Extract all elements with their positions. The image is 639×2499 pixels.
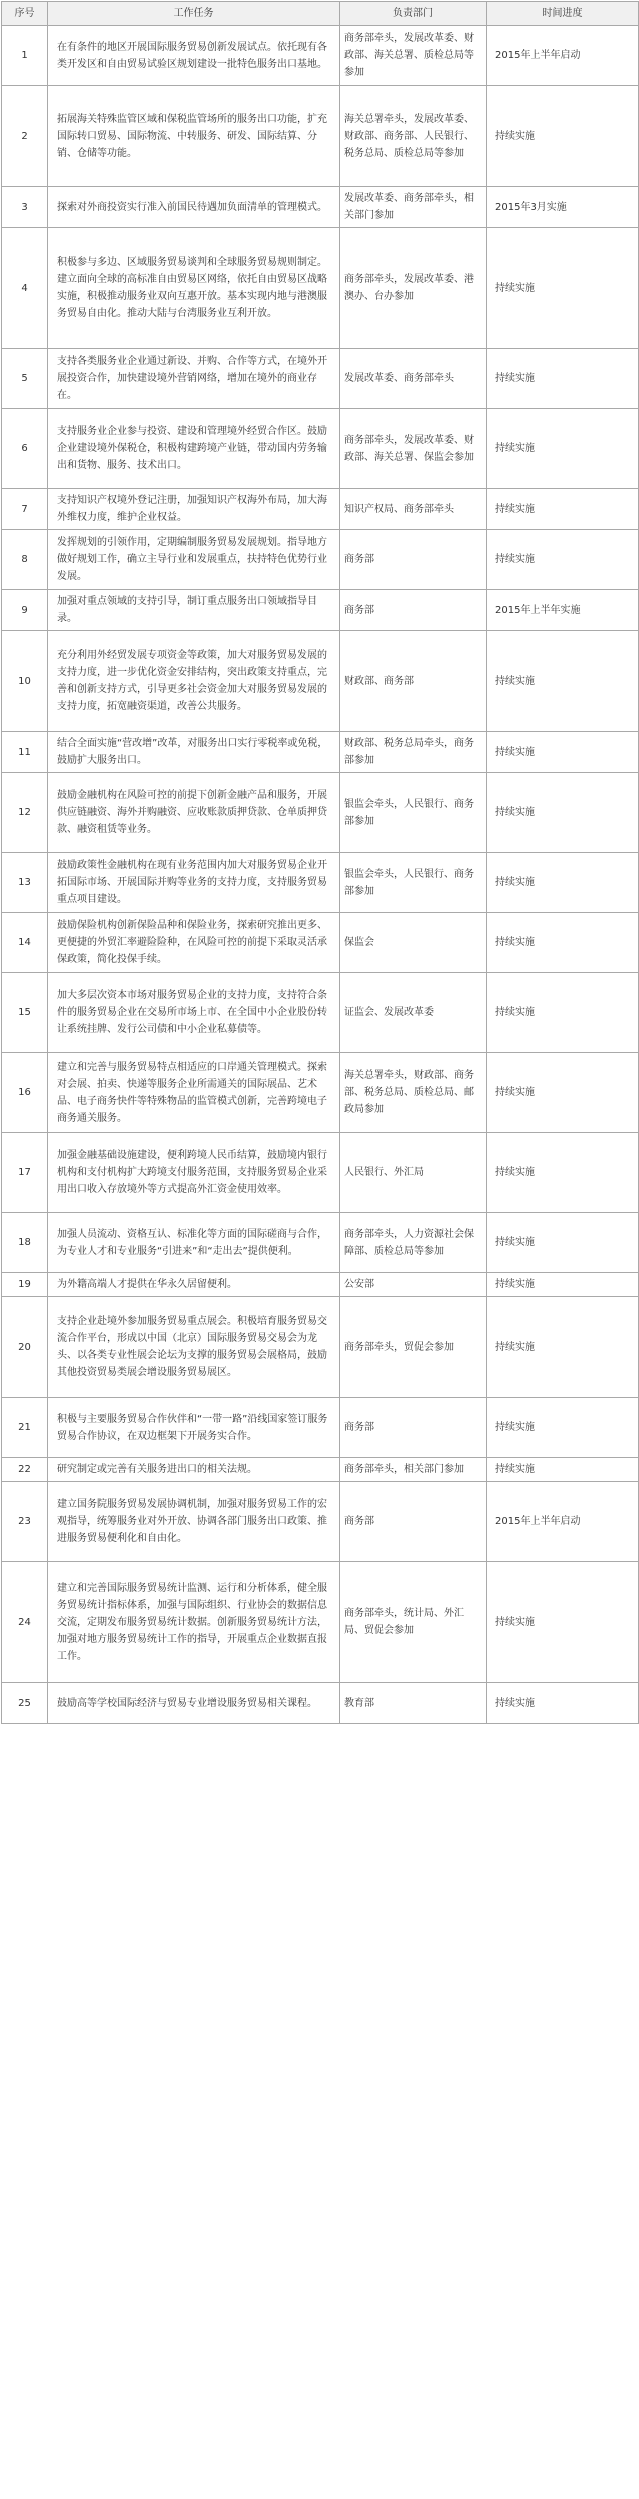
row-seq: 5 — [2, 349, 48, 409]
row-time: 持续实施 — [487, 530, 639, 590]
row-dept: 知识产权局、商务部牵头 — [340, 489, 487, 530]
task-table — [1, 1, 639, 1724]
row-seq: 12 — [2, 773, 48, 853]
row-time: 持续实施 — [487, 1683, 639, 1724]
row-time: 持续实施 — [487, 228, 639, 349]
row-time: 持续实施 — [487, 489, 639, 530]
row-seq: 2 — [2, 86, 48, 187]
row-seq: 15 — [2, 973, 48, 1053]
row-dept: 财政部、税务总局牵头，商务部参加 — [340, 732, 487, 773]
table-row — [2, 1213, 639, 1273]
row-time: 持续实施 — [487, 86, 639, 187]
row-dept: 商务部牵头，统计局、外汇局、贸促会参加 — [340, 1562, 487, 1683]
row-task: 为外籍高端人才提供在华永久居留便利。 — [48, 1273, 340, 1297]
row-task: 支持服务业企业参与投资、建设和管理境外经贸合作区。鼓励企业建设境外保税仓，积极构建跨境产业链，带动国内劳务输出和货物、服务、技术出口。 — [48, 409, 340, 489]
row-task: 加强金融基础设施建设，便利跨境人民币结算，鼓励境内银行机构和支付机构扩大跨境支付服务范围，支持服务贸易企业采用出口收入存放境外等方式提高外汇资金使用效率。 — [48, 1133, 340, 1213]
table-row — [2, 1297, 639, 1398]
row-seq: 20 — [2, 1297, 48, 1398]
row-seq: 18 — [2, 1213, 48, 1273]
row-time: 2015年上半年启动 — [487, 1482, 639, 1562]
row-dept: 银监会牵头，人民银行、商务部参加 — [340, 853, 487, 913]
row-dept: 商务部牵头，贸促会参加 — [340, 1297, 487, 1398]
row-seq: 14 — [2, 913, 48, 973]
table-row — [2, 1398, 639, 1458]
row-time: 2015年上半年启动 — [487, 26, 639, 86]
row-seq: 13 — [2, 853, 48, 913]
row-seq: 8 — [2, 530, 48, 590]
row-dept: 商务部牵头，相关部门参加 — [340, 1458, 487, 1482]
header-seq: 序号 — [2, 2, 48, 26]
table-row — [2, 1133, 639, 1213]
row-time: 持续实施 — [487, 853, 639, 913]
row-time: 持续实施 — [487, 1133, 639, 1213]
row-task: 加强人员流动、资格互认、标准化等方面的国际磋商与合作，为专业人才和专业服务“引进来”和“走出去”提供便利。 — [48, 1213, 340, 1273]
row-time: 持续实施 — [487, 1053, 639, 1133]
row-time: 持续实施 — [487, 1273, 639, 1297]
row-seq: 3 — [2, 187, 48, 228]
row-dept: 发展改革委、商务部牵头，相关部门参加 — [340, 187, 487, 228]
row-seq: 1 — [2, 26, 48, 86]
row-seq: 7 — [2, 489, 48, 530]
header-dept: 负责部门 — [340, 2, 487, 26]
row-dept: 银监会牵头，人民银行、商务部参加 — [340, 773, 487, 853]
table-row — [2, 732, 639, 773]
row-time: 2015年3月实施 — [487, 187, 639, 228]
table-row — [2, 26, 639, 86]
row-task: 结合全面实施“营改增”改革，对服务出口实行零税率或免税，鼓励扩大服务出口。 — [48, 732, 340, 773]
table-row — [2, 530, 639, 590]
row-time: 持续实施 — [487, 1297, 639, 1398]
row-seq: 17 — [2, 1133, 48, 1213]
table-row — [2, 773, 639, 853]
table-row — [2, 590, 639, 631]
row-dept: 商务部牵头，发展改革委、港澳办、台办参加 — [340, 228, 487, 349]
row-seq: 11 — [2, 732, 48, 773]
row-task: 鼓励金融机构在风险可控的前提下创新金融产品和服务，开展供应链融资、海外并购融资、应收账款质押贷款、仓单质押贷款、融资租赁等业务。 — [48, 773, 340, 853]
row-task: 支持企业赴境外参加服务贸易重点展会。积极培育服务贸易交流合作平台，形成以中国（北京）国际服务贸易交易会为龙头、以各类专业性展会论坛为支撑的服务贸易会展格局，鼓励其他投资贸易类展会增设服务贸易展区。 — [48, 1297, 340, 1398]
table-row — [2, 187, 639, 228]
table-row — [2, 228, 639, 349]
row-time: 持续实施 — [487, 1213, 639, 1273]
row-task: 鼓励高等学校国际经济与贸易专业增设服务贸易相关课程。 — [48, 1683, 340, 1724]
row-task: 支持各类服务业企业通过新设、并购、合作等方式，在境外开展投资合作，加快建设境外营销网络，增加在境外的商业存在。 — [48, 349, 340, 409]
row-task: 建立和完善与服务贸易特点相适应的口岸通关管理模式。探索对会展、拍卖、快递等服务企业所需通关的国际展品、艺术品、电子商务快件等特殊物品的监管模式创新，完善跨境电子商务通关服务。 — [48, 1053, 340, 1133]
row-time: 持续实施 — [487, 1458, 639, 1482]
row-task: 拓展海关特殊监管区域和保税监管场所的服务出口功能，扩充国际转口贸易、国际物流、中转服务、研发、国际结算、分销、仓储等功能。 — [48, 86, 340, 187]
row-seq: 19 — [2, 1273, 48, 1297]
row-task: 建立国务院服务贸易发展协调机制，加强对服务贸易工作的宏观指导，统筹服务业对外开放、协调各部门服务出口政策、推进服务贸易便利化和自由化。 — [48, 1482, 340, 1562]
table-row — [2, 913, 639, 973]
row-task: 在有条件的地区开展国际服务贸易创新发展试点。依托现有各类开发区和自由贸易试验区规划建设一批特色服务出口基地。 — [48, 26, 340, 86]
table-row — [2, 489, 639, 530]
row-dept: 商务部牵头，发展改革委、财政部、海关总署、保监会参加 — [340, 409, 487, 489]
row-task: 支持知识产权境外登记注册，加强知识产权海外布局，加大海外维权力度，维护企业权益。 — [48, 489, 340, 530]
header-task: 工作任务 — [48, 2, 340, 26]
row-dept: 商务部牵头，发展改革委、财政部、海关总署、质检总局等参加 — [340, 26, 487, 86]
row-seq: 25 — [2, 1683, 48, 1724]
table-row — [2, 1683, 639, 1724]
header-time: 时间进度 — [487, 2, 639, 26]
row-seq: 23 — [2, 1482, 48, 1562]
row-dept: 海关总署牵头，财政部、商务部、税务总局、质检总局、邮政局参加 — [340, 1053, 487, 1133]
row-task: 加大多层次资本市场对服务贸易企业的支持力度，支持符合条件的服务贸易企业在交易所市场上市、在全国中小企业股份转让系统挂牌、发行公司债和中小企业私募债等。 — [48, 973, 340, 1053]
row-time: 持续实施 — [487, 631, 639, 732]
row-time: 持续实施 — [487, 409, 639, 489]
row-dept: 商务部 — [340, 530, 487, 590]
row-time: 持续实施 — [487, 349, 639, 409]
row-seq: 10 — [2, 631, 48, 732]
table-row — [2, 631, 639, 732]
table-row — [2, 86, 639, 187]
table-row — [2, 973, 639, 1053]
table-row — [2, 1482, 639, 1562]
row-time: 持续实施 — [487, 1562, 639, 1683]
row-dept: 商务部 — [340, 1398, 487, 1458]
row-seq: 21 — [2, 1398, 48, 1458]
row-time: 持续实施 — [487, 773, 639, 853]
row-dept: 商务部 — [340, 590, 487, 631]
row-task: 建立和完善国际服务贸易统计监测、运行和分析体系，健全服务贸易统计指标体系，加强与国际组织、行业协会的数据信息交流，定期发布服务贸易统计数据。创新服务贸易统计方法，加强对地方服务贸易统计工作的指导，开展重点企业数据直报工作。 — [48, 1562, 340, 1683]
row-task: 充分利用外经贸发展专项资金等政策，加大对服务贸易发展的支持力度，进一步优化资金安排结构，突出政策支持重点，完善和创新支持方式，引导更多社会资金加大对服务贸易发展的支持力度，拓宽融资渠道，改善公共服务。 — [48, 631, 340, 732]
row-task: 鼓励保险机构创新保险品种和保险业务，探索研究推出更多、更便捷的外贸汇率避险险种，在风险可控的前提下采取灵活承保政策，简化投保手续。 — [48, 913, 340, 973]
row-time: 2015年上半年实施 — [487, 590, 639, 631]
table-row — [2, 409, 639, 489]
row-dept: 商务部 — [340, 1482, 487, 1562]
row-seq: 22 — [2, 1458, 48, 1482]
row-dept: 海关总署牵头，发展改革委、财政部、商务部、人民银行、税务总局、质检总局等参加 — [340, 86, 487, 187]
row-task: 加强对重点领域的支持引导，制订重点服务出口领域指导目录。 — [48, 590, 340, 631]
row-seq: 6 — [2, 409, 48, 489]
row-task: 研究制定或完善有关服务进出口的相关法规。 — [48, 1458, 340, 1482]
table-row — [2, 1562, 639, 1683]
row-task: 发挥规划的引领作用，定期编制服务贸易发展规划。指导地方做好规划工作，确立主导行业和发展重点，扶持特色优势行业发展。 — [48, 530, 340, 590]
table-row — [2, 1053, 639, 1133]
row-seq: 4 — [2, 228, 48, 349]
row-time: 持续实施 — [487, 732, 639, 773]
row-time: 持续实施 — [487, 1398, 639, 1458]
row-seq: 24 — [2, 1562, 48, 1683]
row-dept: 财政部、商务部 — [340, 631, 487, 732]
table-header-row — [2, 2, 639, 26]
row-dept: 保监会 — [340, 913, 487, 973]
row-dept: 人民银行、外汇局 — [340, 1133, 487, 1213]
table-row — [2, 349, 639, 409]
row-dept: 公安部 — [340, 1273, 487, 1297]
row-task: 积极参与多边、区域服务贸易谈判和全球服务贸易规则制定。建立面向全球的高标准自由贸易区网络，依托自由贸易区战略实施，积极推动服务业双向互惠开放。基本实现内地与港澳服务贸易自由化。推动大陆与台湾服务业互利开放。 — [48, 228, 340, 349]
row-task: 探索对外商投资实行准入前国民待遇加负面清单的管理模式。 — [48, 187, 340, 228]
row-dept: 教育部 — [340, 1683, 487, 1724]
row-seq: 9 — [2, 590, 48, 631]
table-row — [2, 853, 639, 913]
row-seq: 16 — [2, 1053, 48, 1133]
row-time: 持续实施 — [487, 913, 639, 973]
table-row — [2, 1273, 639, 1297]
table-row — [2, 1458, 639, 1482]
row-dept: 发展改革委、商务部牵头 — [340, 349, 487, 409]
row-task: 积极与主要服务贸易合作伙伴和“一带一路”沿线国家签订服务贸易合作协议，在双边框架下开展务实合作。 — [48, 1398, 340, 1458]
row-dept: 商务部牵头，人力资源社会保障部、质检总局等参加 — [340, 1213, 487, 1273]
row-time: 持续实施 — [487, 973, 639, 1053]
row-task: 鼓励政策性金融机构在现有业务范围内加大对服务贸易企业开拓国际市场、开展国际并购等业务的支持力度，支持服务贸易重点项目建设。 — [48, 853, 340, 913]
row-dept: 证监会、发展改革委 — [340, 973, 487, 1053]
